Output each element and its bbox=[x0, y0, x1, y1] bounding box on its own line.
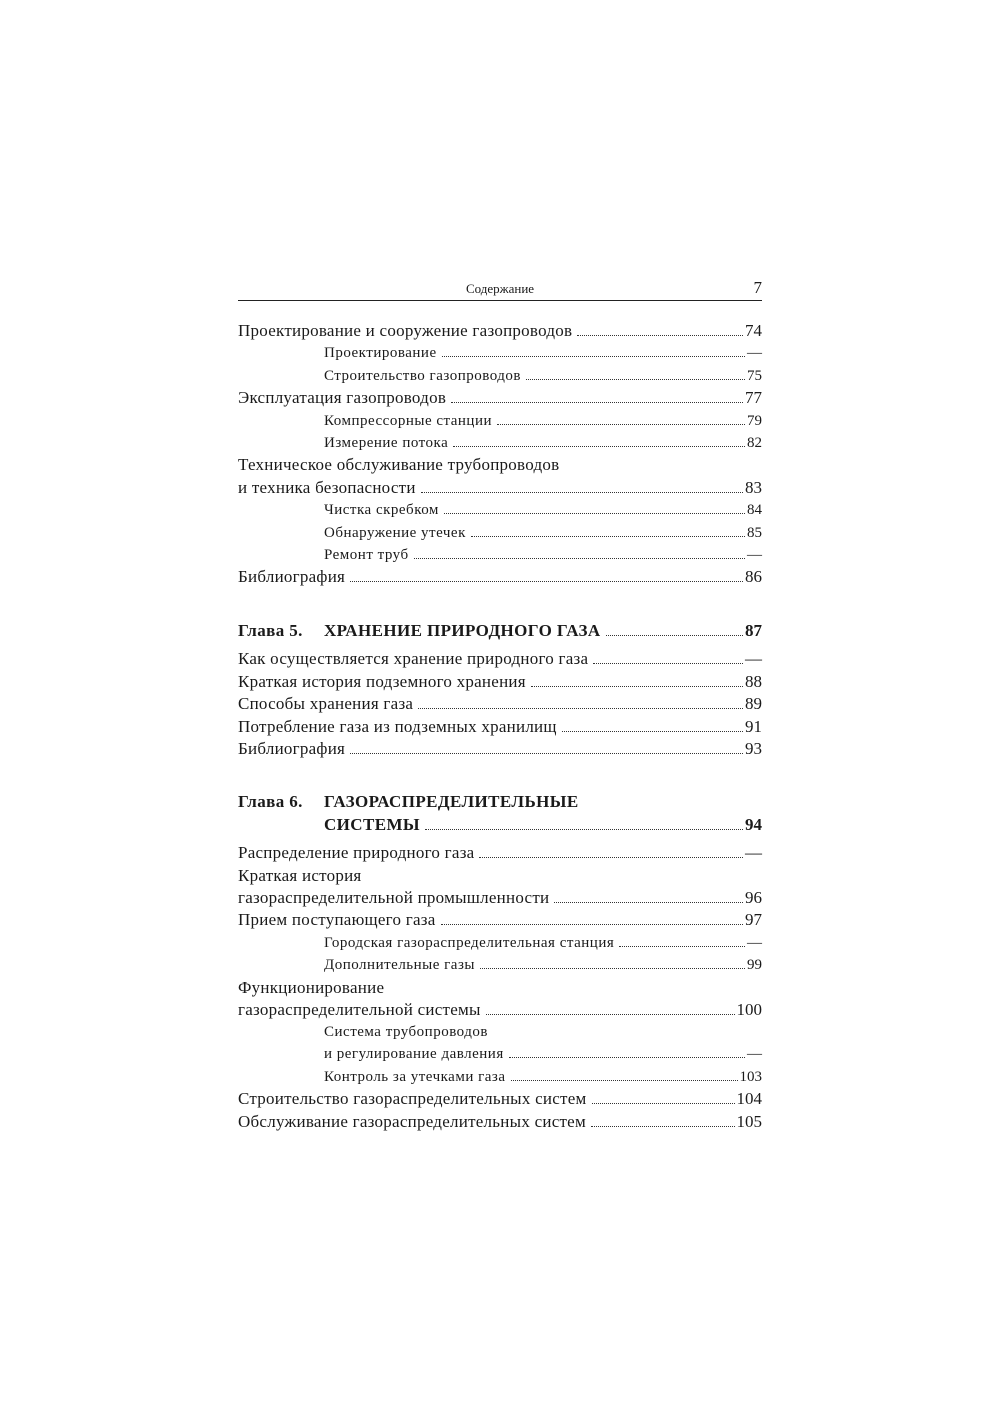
leader-dots bbox=[526, 379, 745, 380]
toc-entry-title: Библиография bbox=[238, 567, 346, 587]
chapter-title: ХРАНЕНИЕ ПРИРОДНОГО ГАЗА bbox=[324, 620, 601, 640]
toc-entry-page: — bbox=[747, 547, 762, 564]
toc-entry-page: 91 bbox=[745, 716, 762, 736]
chapter-label: Глава 5. bbox=[238, 620, 303, 640]
toc-subentry[interactable] bbox=[238, 1066, 762, 1088]
toc-entry-page: 77 bbox=[745, 388, 762, 408]
leader-dots bbox=[451, 402, 743, 403]
chapter-label: Глава 6. bbox=[238, 792, 303, 812]
leader-dots bbox=[453, 446, 745, 447]
leader-dots bbox=[554, 902, 743, 903]
toc-entry-title: Потребление газа из подземных хранилищ bbox=[238, 716, 557, 736]
toc-entry-title-line1: Техническое обслуживание трубопроводов bbox=[238, 455, 560, 475]
toc-subentry[interactable] bbox=[238, 342, 762, 364]
toc-entry-page: 103 bbox=[739, 1068, 762, 1085]
toc-entry-title: Компрессорные станции bbox=[324, 412, 493, 429]
toc-entry-page: 89 bbox=[745, 694, 762, 714]
toc-entry-page: 85 bbox=[747, 524, 762, 541]
toc-entry-title: Строительство газораспределительных систем bbox=[238, 1089, 587, 1109]
leader-dots bbox=[486, 1014, 735, 1015]
leader-dots bbox=[418, 708, 743, 709]
toc-entry-multiline[interactable] bbox=[238, 977, 762, 1022]
leader-dots bbox=[591, 1126, 735, 1127]
toc-entry[interactable] bbox=[238, 1088, 762, 1110]
toc-subentry[interactable] bbox=[238, 522, 762, 544]
toc-entry-title: Обнаружение утечек bbox=[324, 524, 466, 541]
toc-entry[interactable] bbox=[238, 320, 762, 342]
toc-entry-page: 96 bbox=[745, 887, 762, 907]
toc-entry-page: 100 bbox=[736, 999, 762, 1019]
toc-entry-title: Измерение потока bbox=[324, 435, 449, 452]
toc-entry-title: Чистка скребком bbox=[324, 502, 439, 519]
leader-dots bbox=[350, 753, 743, 754]
toc-entry-title: Библиография bbox=[238, 738, 346, 758]
toc-entry[interactable] bbox=[238, 693, 762, 715]
leader-dots bbox=[577, 335, 743, 336]
toc-entry[interactable] bbox=[238, 648, 762, 670]
toc-entry-page: 104 bbox=[736, 1089, 762, 1109]
toc-entry-page: 93 bbox=[745, 738, 762, 758]
running-header bbox=[238, 278, 762, 301]
leader-dots bbox=[497, 424, 745, 425]
toc-entry-title: газораспределительной промышленности bbox=[238, 887, 550, 907]
toc-entry-page: 99 bbox=[747, 957, 762, 974]
toc-entry-page: 97 bbox=[745, 910, 762, 930]
toc-entry-title: Дополнительные газы bbox=[324, 957, 475, 974]
toc-entry-title: Городская газораспределительная станция bbox=[324, 934, 615, 951]
toc-entry-title: Проектирование и сооружение газопроводов bbox=[238, 321, 573, 340]
toc-entry-multiline[interactable] bbox=[238, 454, 762, 499]
toc-entry-title: Строительство газопроводов bbox=[324, 367, 521, 384]
leader-dots bbox=[414, 558, 745, 559]
toc-entry-page: — bbox=[747, 345, 762, 362]
toc-entry[interactable] bbox=[238, 909, 762, 931]
leader-dots bbox=[531, 686, 743, 687]
toc-entry-page: — bbox=[745, 843, 762, 863]
chapter-title-line2: СИСТЕМЫ bbox=[324, 814, 420, 834]
toc-entry-title: Способы хранения газа bbox=[238, 694, 414, 714]
toc-subentry[interactable] bbox=[238, 410, 762, 432]
toc-entry-page: — bbox=[745, 649, 762, 669]
toc-entry[interactable] bbox=[238, 738, 762, 760]
toc-entry-page: 105 bbox=[736, 1111, 762, 1131]
leader-dots bbox=[421, 492, 743, 493]
leader-dots bbox=[606, 635, 743, 636]
toc-entry-title: Краткая история подземного хранения bbox=[238, 671, 526, 691]
toc-subentry[interactable] bbox=[238, 544, 762, 566]
toc-entry-title: Ремонт труб bbox=[324, 547, 409, 564]
toc-entry-page: 83 bbox=[745, 477, 762, 497]
toc-entry[interactable] bbox=[238, 387, 762, 409]
leader-dots bbox=[592, 1103, 735, 1104]
toc-entry[interactable] bbox=[238, 671, 762, 693]
toc-entry-page: — bbox=[747, 934, 762, 951]
header-title: Содержание bbox=[465, 281, 535, 296]
toc-entry-title: Распределение природного газа bbox=[238, 843, 475, 863]
chapter-5-heading[interactable] bbox=[238, 620, 762, 642]
toc-entry-page: 75 bbox=[747, 367, 762, 384]
leader-dots bbox=[444, 513, 745, 514]
chapter-page: 87 bbox=[745, 620, 762, 640]
page-number: 7 bbox=[753, 278, 762, 297]
leader-dots bbox=[562, 731, 743, 732]
toc-entry-title: Проектирование bbox=[324, 345, 437, 362]
toc-entry[interactable] bbox=[238, 1111, 762, 1133]
toc-subentry-multiline[interactable] bbox=[238, 1021, 762, 1065]
chapter-page: 94 bbox=[745, 814, 762, 834]
toc-entry-page: 79 bbox=[747, 412, 762, 429]
leader-dots bbox=[509, 1057, 745, 1058]
leader-dots bbox=[480, 968, 745, 969]
toc-subentry[interactable] bbox=[238, 365, 762, 387]
leader-dots bbox=[511, 1080, 738, 1081]
toc-entry-page: 88 bbox=[745, 671, 762, 691]
leader-dots bbox=[479, 857, 743, 858]
toc-entry-page: 82 bbox=[747, 435, 762, 452]
toc-entry-title: Прием поступающего газа bbox=[238, 910, 436, 930]
chapter-title-line1: ГАЗОРАСПРЕДЕЛИТЕЛЬНЫЕ bbox=[324, 792, 579, 812]
leader-dots bbox=[425, 829, 743, 830]
toc-entry-title: Контроль за утечками газа bbox=[324, 1068, 506, 1085]
toc-entry-title: и регулирование давления bbox=[324, 1046, 504, 1063]
toc-entry-title: Обслуживание газораспределительных систем bbox=[238, 1111, 586, 1131]
toc-entry-title: Эксплуатация газопроводов bbox=[238, 388, 447, 408]
toc-entry-title-line1: Система трубопроводов bbox=[324, 1024, 488, 1041]
toc-subentry[interactable] bbox=[238, 499, 762, 521]
toc-entry-page: 84 bbox=[747, 502, 762, 519]
toc-entry[interactable] bbox=[238, 842, 762, 864]
toc-subentry[interactable] bbox=[238, 932, 762, 954]
leader-dots bbox=[442, 356, 745, 357]
toc-entry-page: 86 bbox=[745, 567, 762, 587]
toc-subentry[interactable] bbox=[238, 954, 762, 976]
toc-entry-title: газораспределительной системы bbox=[238, 999, 481, 1019]
toc-page bbox=[238, 278, 762, 1133]
toc-entry-page: 74 bbox=[745, 321, 762, 340]
toc-entry-title: и техника безопасности bbox=[238, 477, 416, 497]
toc-entry-title: Как осуществляется хранение природного газа bbox=[238, 649, 589, 669]
toc-entry-page: — bbox=[747, 1046, 762, 1063]
leader-dots bbox=[471, 536, 745, 537]
toc-subentry[interactable] bbox=[238, 432, 762, 454]
table-of-contents bbox=[238, 320, 762, 1133]
toc-entry-title-line1: Функционирование bbox=[238, 977, 385, 997]
toc-entry-title-line1: Краткая история bbox=[238, 865, 362, 885]
toc-entry[interactable] bbox=[238, 566, 762, 588]
chapter-6-heading[interactable] bbox=[238, 791, 762, 836]
leader-dots bbox=[619, 946, 745, 947]
toc-entry-multiline[interactable] bbox=[238, 865, 762, 910]
toc-entry[interactable] bbox=[238, 716, 762, 738]
leader-dots bbox=[441, 924, 743, 925]
leader-dots bbox=[350, 581, 743, 582]
leader-dots bbox=[593, 663, 743, 664]
